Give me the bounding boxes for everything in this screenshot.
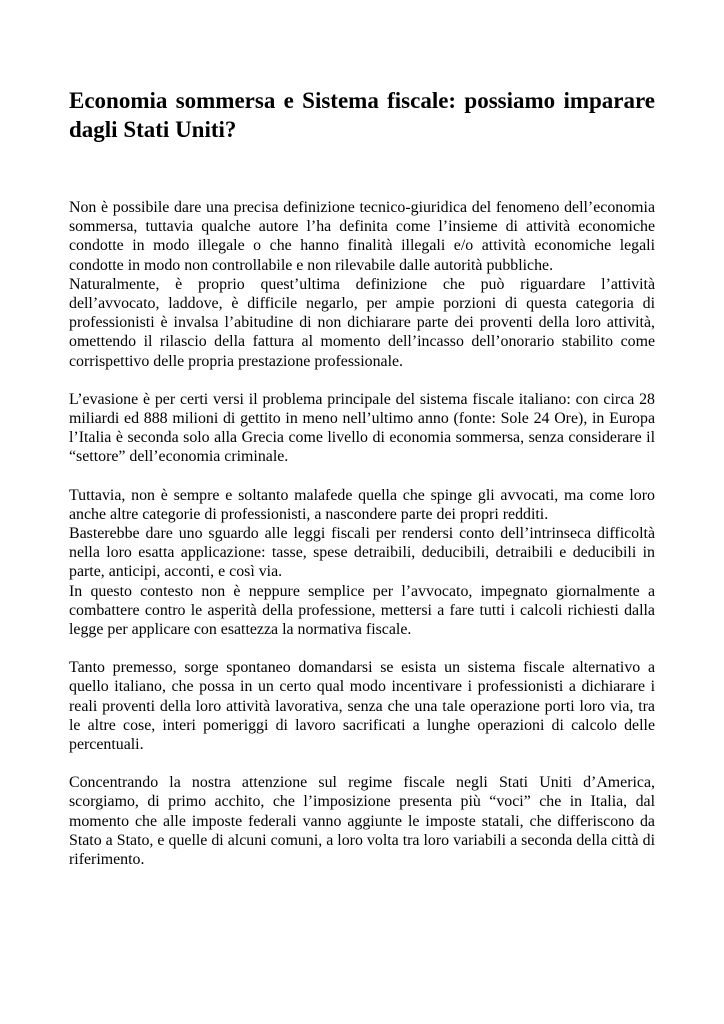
paragraph-spacer	[69, 371, 655, 390]
paragraph: L’evasione è per certi versi il problema principale del sistema fiscale italiano: con circa 28 miliardi ed 888 milioni di gettito in meno nell’ultimo anno (fonte: Sole 24 Ore), in Europa l’Italia è seconda solo alla Grecia come livello di economia sommersa, senza considerare il “settore” dell’economia criminale.	[69, 390, 655, 466]
document-body	[69, 198, 655, 869]
paragraph: Tuttavia, non è sempre e soltanto malafede quella che spinge gli avvocati, ma come loro anche altre categorie di professionisti, a nascondere parte dei propri redditi.	[69, 486, 655, 523]
document-page	[69, 86, 655, 869]
paragraph: Naturalmente, è proprio quest’ultima definizione che può riguardare l’attività dell’avvocato, laddove, è difficile negarlo, per ampie porzioni di questa categoria di professionisti è invalsa l’abitudine di non dichiarare parte dei proventi della loro attività, omettendo il rilascio della fattura al momento dell’incasso dell’onorario stabilito come corrispettivo delle propria prestazione professionale.	[69, 275, 655, 370]
paragraph-spacer	[69, 754, 655, 773]
paragraph: In questo contesto non è neppure semplice per l’avvocato, impegnato giornalmente a combattere contro le asperità della professione, mettersi a fare tutti i calcoli richiesti dalla legge per applicare con esattezza la normativa fiscale.	[69, 582, 655, 639]
paragraph-spacer	[69, 467, 655, 486]
document-title: Economia sommersa e Sistema fiscale: possiamo imparare dagli Stati Uniti?	[69, 88, 655, 142]
paragraph: Concentrando la nostra attenzione sul regime fiscale negli Stati Uniti d’America, scorgiamo, di primo acchito, che l’imposizione presenta più “voci” che in Italia, dal momento che alle imposte federali vanno aggiunte le imposte statali, che differiscono da Stato a Stato, e quelle di alcuni comuni, a loro volta tra loro variabili a seconda della città di riferimento.	[69, 774, 655, 869]
paragraph-spacer	[69, 639, 655, 658]
paragraph: Non è possibile dare una precisa definizione tecnico-giuridica del fenomeno dell’economia sommersa, tuttavia qualche autore l’ha definita come l’insieme di attività economiche condotte in modo illegale o che hanno finalità illegali e/o attività economiche legali condotte in modo non controllabile e non rilevabile dalle autorità pubbliche.	[69, 199, 655, 274]
paragraph: Tanto premesso, sorge spontaneo domandarsi se esista un sistema fiscale alternativo a quello italiano, che possa in un certo qual modo incentivare i professionisti a dichiarare i reali proventi della loro attività lavorativa, senza che una tale operazione porti loro via, tra le altre cose, interi pomeriggi di lavoro sacrificati a lunghe operazioni di calcolo delle percentuali.	[69, 659, 655, 754]
paragraph: Basterebbe dare uno sguardo alle leggi fiscali per rendersi conto dell’intrinseca difficoltà nella loro esatta applicazione: tasse, spese detraibili, deducibili, detraibili e deducibili in parte, anticipi, acconti, e così via.	[69, 525, 655, 581]
